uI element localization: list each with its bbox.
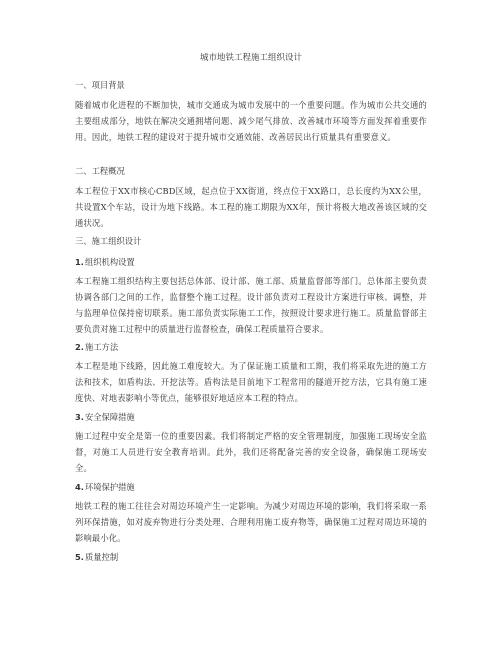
subsection-title: 质量控制 [84,552,119,562]
subsection-heading-quality [75,551,427,563]
subsection-number: 1. [75,257,84,267]
subsection-number: 2. [75,342,84,352]
subsection-title: 施工方法 [84,342,119,352]
subsection-heading-environment [75,481,427,493]
subsection-paragraph-environment: 地铁工程的施工往往会对周边环境产生一定影响。为减少对周边环境的影响，我们将采取一系列环保措施，如对废弃物进行分类处理、合理利用施工废弃物等，确保施工过程对周边环境的影响最小化。 [75,501,427,543]
subsection-number: 5. [75,552,84,562]
subsection-heading-safety [75,411,427,423]
subsection-paragraph-methods: 本工程是地下线路，因此施工难度较大。为了保证施工质量和工期，我们将采取先进的施工方法和技术，如盾构法、开挖法等。盾构法是目前地下工程常用的隧道开挖方法，它具有施工速度快、对地表影响小等优点，能够很好地适应本工程的特点。 [75,361,427,403]
section-heading-background: 一、项目背景 [75,80,125,90]
section-paragraph-background: 随着城市化进程的不断加快，城市交通成为城市发展中的一个重要问题。作为城市公共交通的主要组成部分，地铁在解决交通拥堵问题、减少尾气排放、改善城市环境等方面发挥着重要作用。因此，地铁工程的建设对于提升城市交通效能、改善居民出行质量具有重要意义。 [75,100,427,142]
subsection-title: 环境保护措施 [84,482,135,492]
subsection-heading-methods [75,341,427,353]
subsection-title: 组织机构设置 [84,257,135,267]
section-paragraph-overview: 本工程位于XX市核心CBD区域，起点位于XX街道，终点位于XX路口，总长度约为XX公里，共设置X个车站，设计为地下线路。本工程的施工期限为XX年，预计将极大地改善该区域的交通状况。 [75,186,427,228]
section-heading-overview: 二、工程概况 [75,166,125,176]
document-title: 城市地铁工程施工组织设计 [199,53,302,63]
subsection-heading-organization [75,256,427,268]
section-heading-construction-design: 三、施工组织设计 [75,236,142,246]
subsection-paragraph-safety: 施工过程中安全是第一位的重要因素。我们将制定严格的安全管理制度，加强施工现场安全监督，对施工人员进行安全教育培训。此外，我们还将配备完善的安全设备，确保施工现场安全。 [75,431,427,473]
subsection-title: 安全保障措施 [84,412,135,422]
subsection-number: 3. [75,412,84,422]
subsection-number: 4. [75,482,84,492]
subsection-paragraph-organization: 本工程施工组织结构主要包括总体部、设计部、施工部、质量监督部等部门。总体部主要负责协调各部门之间的工作，监督整个施工过程。设计部负责对工程设计方案进行审核、调整，并与监理单位保持密切联系。施工部负责实际施工工作，按照设计要求进行施工。质量监督部主要负责对施工过程中的质量进行监督检查，确保工程质量符合要求。 [75,276,427,334]
